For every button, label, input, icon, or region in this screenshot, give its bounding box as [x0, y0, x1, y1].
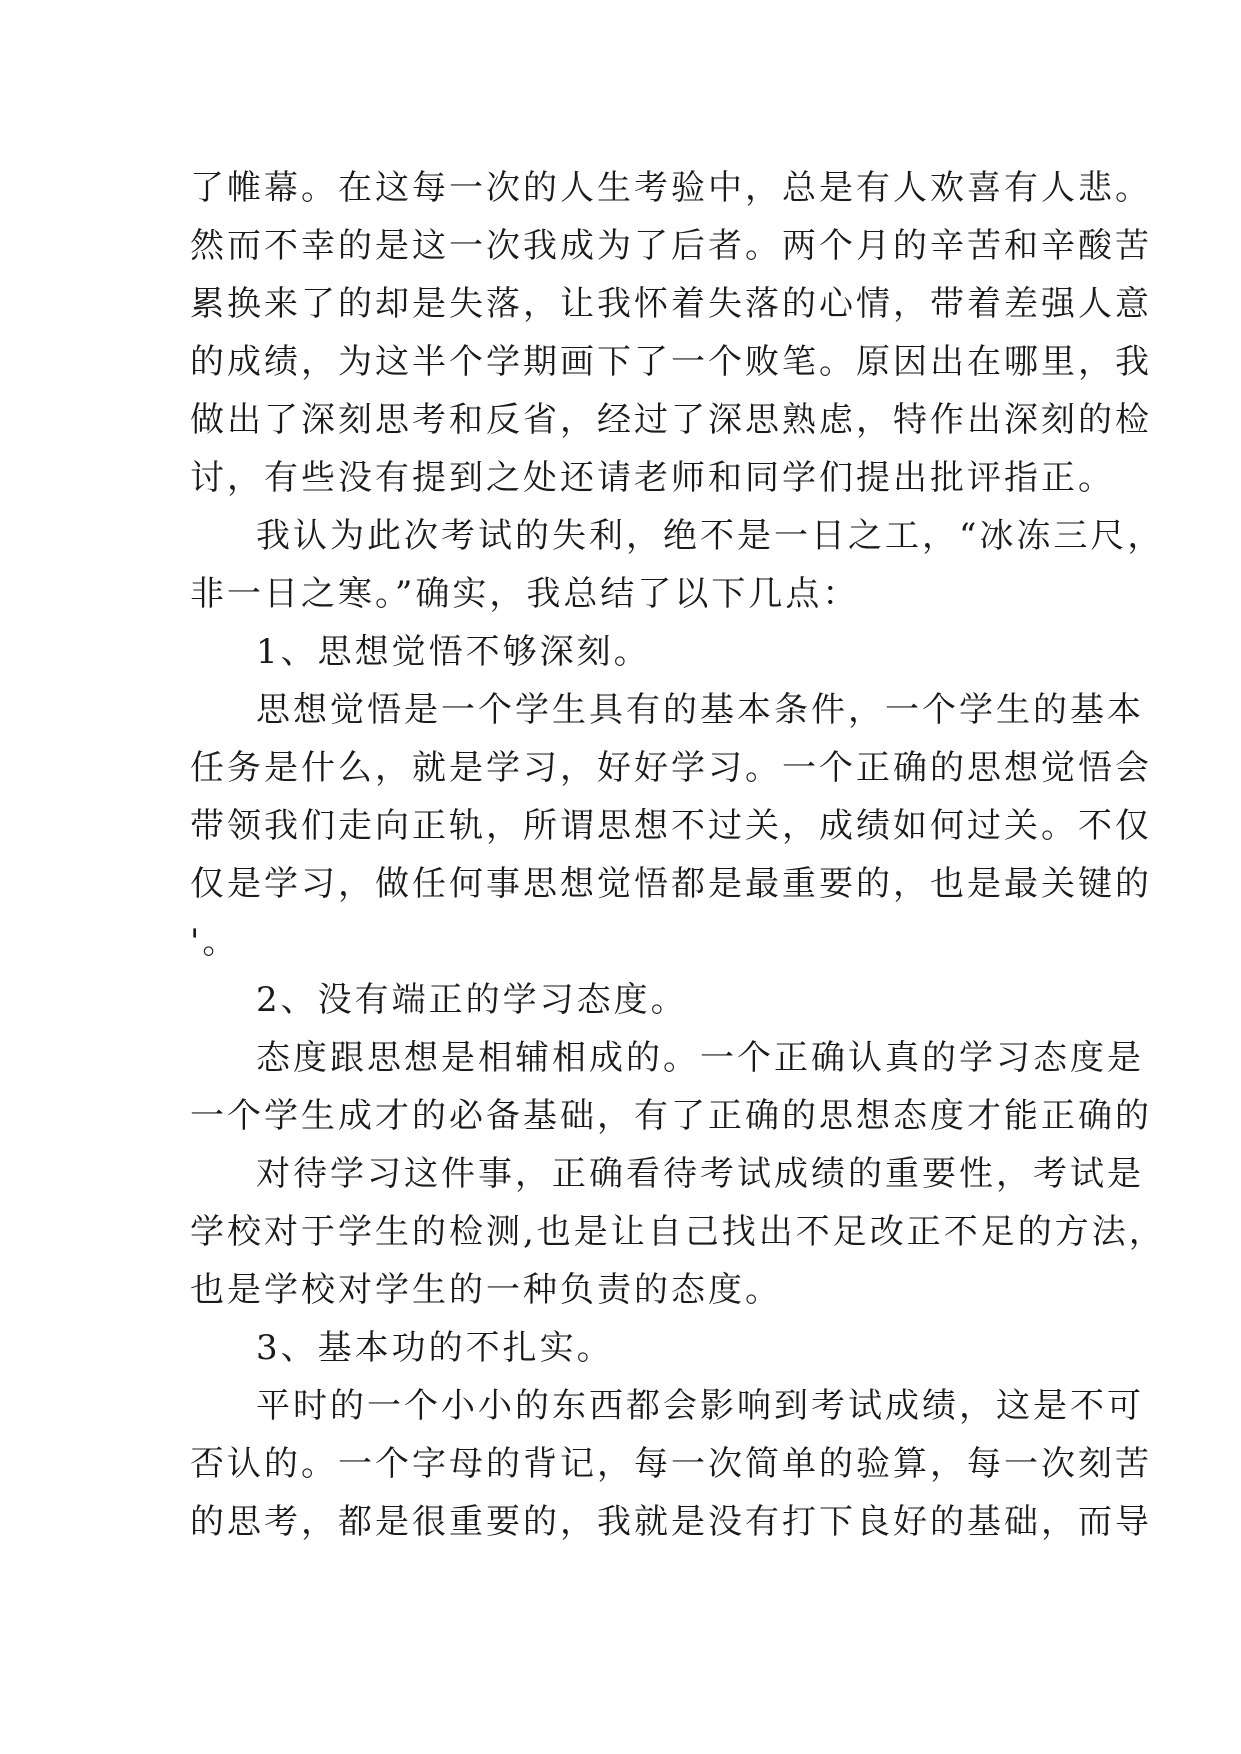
section-heading: 1、思想觉悟不够深刻。	[256, 632, 651, 672]
paragraph-start-line: 我认为此次考试的失利，绝不是一日之工，“冰冻三尺，	[256, 516, 1165, 556]
text-line: 一个学生成才的必备基础，有了正确的思想态度才能正确的	[190, 1096, 1152, 1136]
paragraph-start-line: 对待学习这件事，正确看待考试成绩的重要性，考试是	[256, 1154, 1144, 1194]
text-line: 讨，有些没有提到之处还请老师和同学们提出批评指正。	[190, 458, 1115, 498]
paragraph-start-line: 态度跟思想是相辅相成的。一个正确认真的学习态度是	[256, 1038, 1144, 1078]
text-line: 非一日之寒。”确实，我总结了以下几点：	[190, 574, 860, 614]
text-line: 学校对于学生的检测,也是让自己找出不足改正不足的方法，	[190, 1212, 1166, 1252]
text-line: 仅是学习，做任何事思想觉悟都是最重要的，也是最关键的	[190, 864, 1152, 904]
section-heading: 3、基本功的不扎实。	[256, 1328, 614, 1368]
paragraph-start-line: 平时的一个小小的东西都会影响到考试成绩，这是不可	[256, 1386, 1144, 1426]
text-line: 做出了深刻思考和反省，经过了深思熟虑，特作出深刻的检	[190, 400, 1152, 440]
text-line: 然而不幸的是这一次我成为了后者。两个月的辛苦和辛酸苦	[190, 226, 1152, 266]
text-line: '。	[190, 922, 240, 962]
paragraph-start-line: 思想觉悟是一个学生具有的基本条件，一个学生的基本	[256, 690, 1144, 730]
text-line: 了帷幕。在这每一次的人生考验中，总是有人欢喜有人悲。	[190, 168, 1152, 208]
text-line: 累换来了的却是失落，让我怀着失落的心情，带着差强人意	[190, 284, 1152, 324]
text-line: 带领我们走向正轨，所谓思想不过关，成绩如何过关。不仅	[190, 806, 1152, 846]
text-line: 的思考，都是很重要的，我就是没有打下良好的基础，而导	[190, 1502, 1152, 1542]
text-line: 否认的。一个字母的背记，每一次简单的验算，每一次刻苦	[190, 1444, 1152, 1484]
text-line: 任务是什么，就是学习，好好学习。一个正确的思想觉悟会	[190, 748, 1152, 788]
text-line: 的成绩，为这半个学期画下了一个败笔。原因出在哪里，我	[190, 342, 1152, 382]
section-heading: 2、没有端正的学习态度。	[256, 980, 688, 1020]
text-line: 也是学校对学生的一种负责的态度。	[190, 1270, 782, 1310]
